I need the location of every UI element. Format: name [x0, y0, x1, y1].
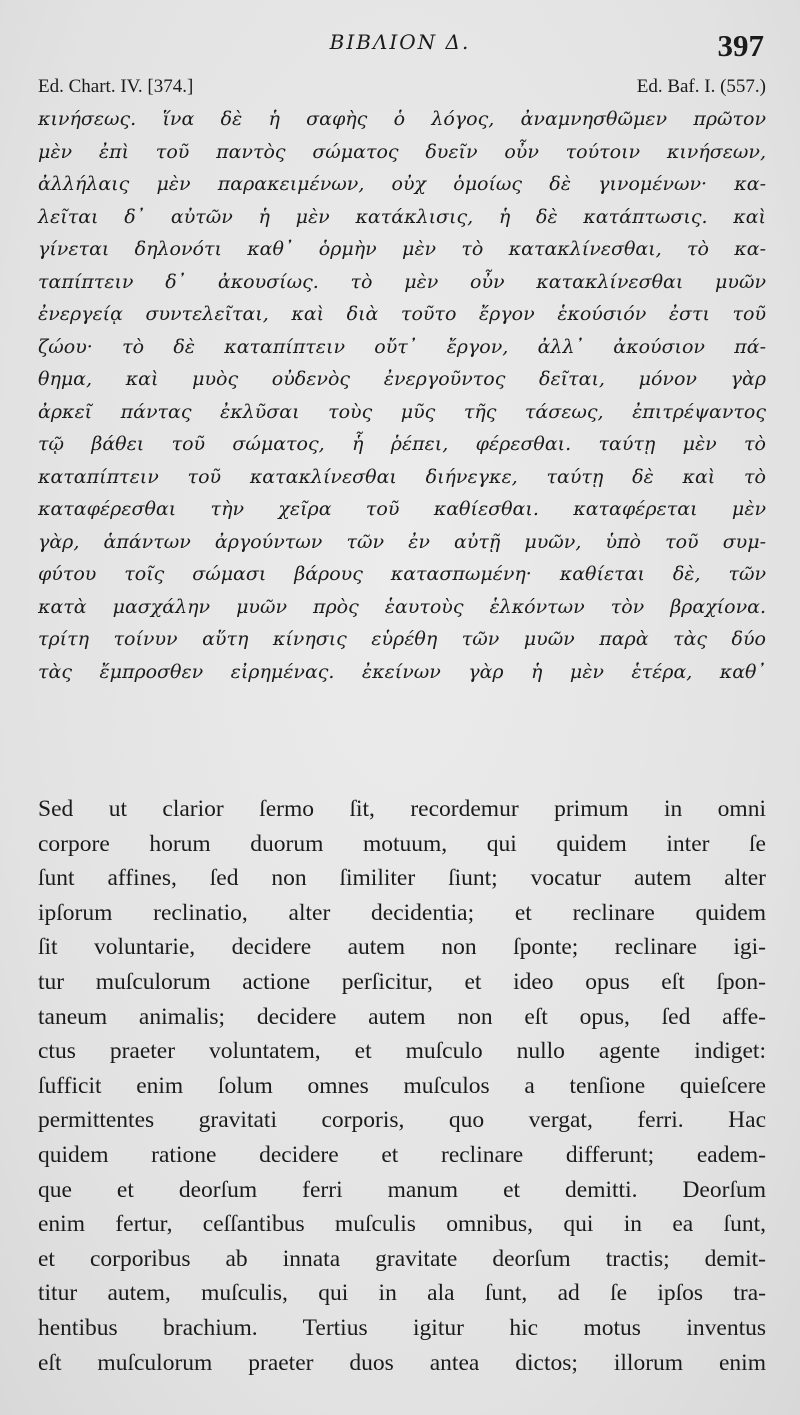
latin-line: ſit voluntarie, decidere autem non ſponte; reclinare igi-	[38, 934, 766, 961]
latin-line: ctus praeter voluntatem, et muſculo nullo agente indiget:	[38, 1038, 766, 1065]
greek-line: γίνεται δηλονότι καθ᾽ ὁρμὴν μὲν τὸ κατακλίνεσθαι, τὸ κα-	[38, 238, 766, 260]
edition-references	[38, 76, 766, 102]
greek-line: ταπίπτειν δ᾽ ἀκουσίως. τὸ μὲν οὖν κατακλίνεσθαι μυῶν	[38, 270, 766, 293]
greek-line: λεῖται δ᾽ αὐτῶν ἡ μὲν κατάκλισις, ἡ δὲ κατάπτωσις. καὶ	[38, 205, 766, 228]
greek-line: ἐνεργείᾳ συντελεῖται, καὶ διὰ τοῦτο ἔργον ἑκούσιόν ἐστι τοῦ	[38, 303, 766, 325]
running-title: ΒΙΒΛΙΟΝ Δ.	[329, 30, 471, 54]
greek-line: τὰς ἔμπροσθεν εἰρημένας. ἐκείνων γὰρ ἡ μὲν ἑτέρα, καθ᾽	[38, 660, 766, 683]
greek-line: καταπίπτειν τοῦ κατακλίνεσθαι διήνεγκε, ταύτῃ δὲ καὶ τὸ	[38, 465, 766, 488]
latin-line: enim fertur, ceſſantibus muſculis omnibus, qui in ea ſunt,	[38, 1211, 766, 1238]
latin-line: titur autem, muſculis, qui in ala ſunt, ad ſe ipſos tra-	[38, 1280, 766, 1307]
greek-line: φύτου τοῖς σώμασι βάρους κατασπωμένη· καθίεται δὲ, τῶν	[38, 563, 766, 585]
latin-line: Sed ut clarior ſermo ſit, recordemur primum in omni	[38, 796, 766, 822]
greek-line: τρίτη τοίνυν αὕτη κίνησις εὑρέθη τῶν μυῶν παρὰ τὰς δύο	[38, 628, 766, 650]
latin-line: quidem ratione decidere et reclinare differunt; eadem-	[38, 1141, 766, 1168]
latin-line: ſufficit enim ſolum omnes muſculos a tenſione quieſcere	[38, 1072, 766, 1099]
edition-chartier-ref: Ed. Chart. IV. [374.]	[38, 76, 194, 97]
edition-basel-ref: Ed. Baf. I. (557.)	[636, 76, 766, 97]
greek-line: ζώου· τὸ δὲ καταπίπτειν οὔτ᾽ ἔργον, ἀλλ᾽ ἀκούσιον πά-	[38, 335, 766, 358]
greek-line: ἀρκεῖ πάντας ἐκλῦσαι τοὺς μῦς τῆς τάσεως, ἐπιτρέψαντος	[38, 400, 766, 423]
greek-line: γὰρ, ἁπάντων ἀργούντων τῶν ἐν αὐτῇ μυῶν, ὑπὸ τοῦ συμ-	[38, 530, 766, 553]
latin-line: tur muſculorum actione perſicitur, et ideo opus eſt ſpon-	[38, 968, 766, 995]
latin-line: ſunt affines, ſed non ſimiliter ſiunt; vocatur autem alter	[38, 865, 766, 892]
latin-line: corpore horum duorum motuum, qui quidem inter ſe	[38, 830, 766, 857]
greek-text-block	[38, 103, 766, 688]
greek-line: μὲν ἐπὶ τοῦ παντὸς σώματος δυεῖν οὖν τούτοιν κινήσεων,	[38, 140, 766, 163]
greek-line: κινήσεως. ἵνα δὲ ἡ σαφὴς ὁ λόγος, ἀναμνησθῶμεν πρῶτον	[38, 108, 766, 130]
latin-text-block	[38, 792, 766, 1380]
page-number: 397	[717, 28, 764, 63]
running-head	[0, 28, 800, 68]
latin-line: eſt muſculorum praeter duos antea dictos; illorum enim	[38, 1349, 766, 1376]
greek-line: θημα, καὶ μυὸς οὐδενὸς ἐνεργοῦντος δεῖται, μόνον γὰρ	[38, 368, 766, 390]
greek-line: κατὰ μασχάλην μυῶν πρὸς ἑαυτοὺς ἑλκόντων τὸν βραχίονα.	[38, 595, 766, 618]
latin-line: et corporibus ab innata gravitate deorſum tractis; demit-	[38, 1245, 766, 1272]
latin-line: ipſorum reclinatio, alter decidentia; et reclinare quidem	[38, 899, 766, 926]
greek-line: ἀλλήλαις μὲν παρακειμένων, οὐχ ὁμοίως δὲ γινομένων· κα-	[38, 173, 766, 195]
greek-line: καταφέρεσθαι τὴν χεῖρα τοῦ καθίεσθαι. καταφέρεται μὲν	[38, 498, 766, 520]
latin-line: hentibus brachium. Tertius igitur hic motus inventus	[38, 1314, 766, 1341]
greek-line: τῷ βάθει τοῦ σώματος, ἧ ῥέπει, φέρεσθαι. ταύτῃ μὲν τὸ	[38, 433, 766, 455]
latin-line: permittentes gravitati corporis, quo vergat, ferri. Hac	[38, 1107, 766, 1134]
latin-line: que et deorſum ferri manum et demitti. Deorſum	[38, 1176, 766, 1203]
latin-line: taneum animalis; decidere autem non eſt opus, ſed affe-	[38, 1003, 766, 1030]
